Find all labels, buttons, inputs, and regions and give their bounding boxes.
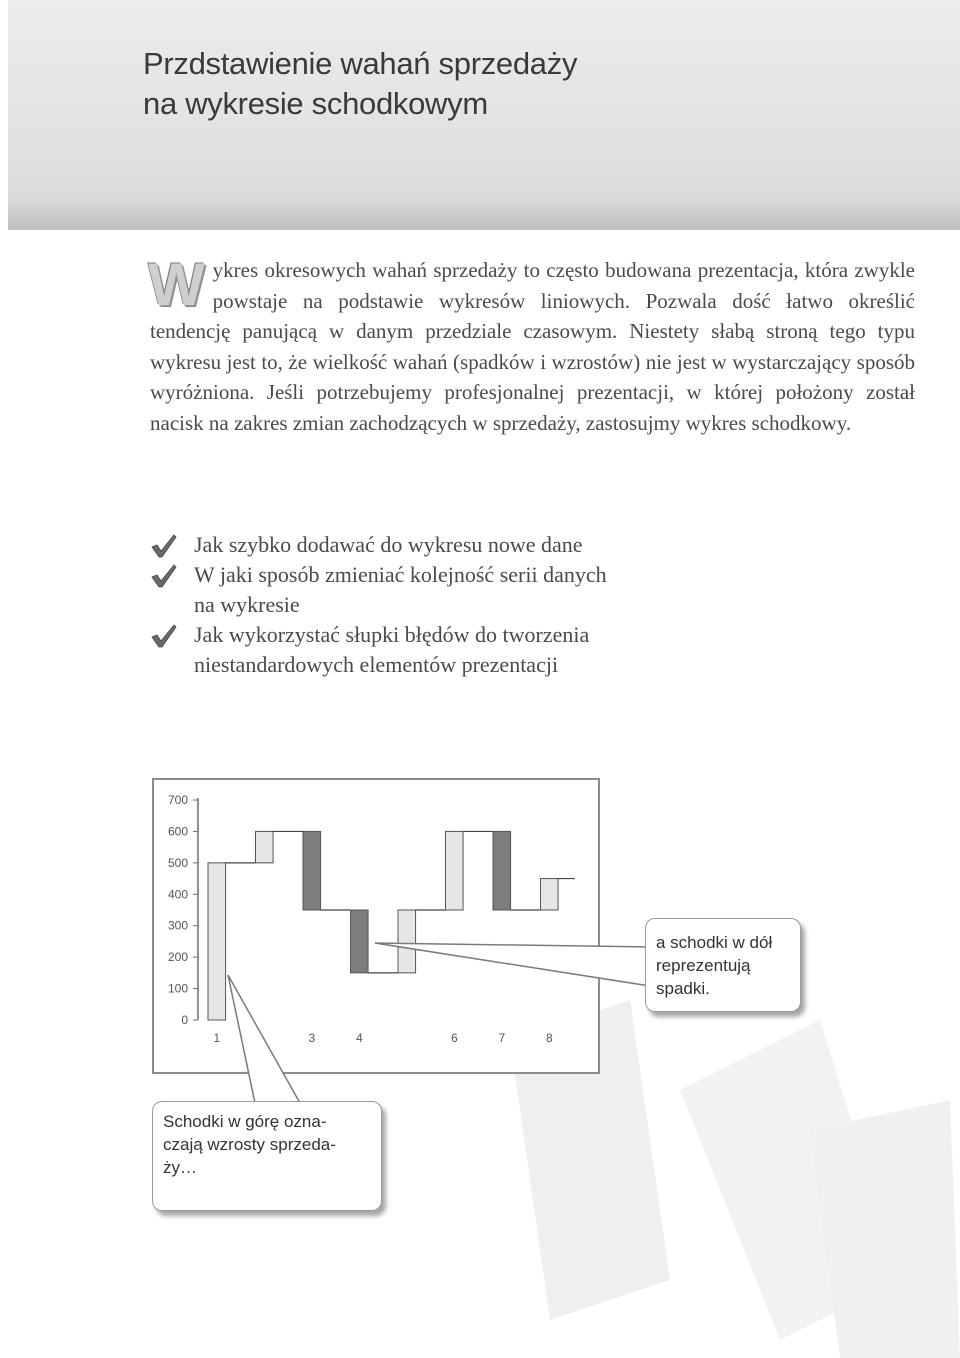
x-tick-label: 3 <box>308 1031 316 1045</box>
x-tick-label: 8 <box>545 1031 553 1045</box>
topic-line: na wykresie <box>194 592 300 617</box>
callout-line: spadki. <box>656 979 710 998</box>
y-tick-label: 100 <box>167 981 188 996</box>
topics-list <box>150 530 750 680</box>
step-bar <box>493 831 511 910</box>
callout-line: Schodki w górę ozna- <box>163 1112 327 1131</box>
step-bar <box>541 879 559 910</box>
step-bar <box>208 863 226 1020</box>
callout-line: czają wzrosty sprzeda- <box>163 1135 336 1154</box>
check-icon <box>150 624 178 648</box>
topic-line: Jak szybko dodawać do wykresu nowe dane <box>194 532 583 557</box>
down-steps-callout <box>645 918 801 1012</box>
topic-item <box>150 620 750 680</box>
intro-paragraph <box>148 251 915 438</box>
intro-text: ykres okresowych wahań sprzedaży to często budowana prezentacja, która zwykle powstaje na podstawie wykresów liniowych. Pozwala dość łatwo określić tendencję panującą w danym przedziale czasowym. Niestety słabą stroną tego typu wykresu jest to, że wielkość wahań (spadków i wzrostów) nie jest w wystarczający sposób wyróżniona. Jeśli potrzebujemy profesjonalnej prezentacji, w której położony został nacisk na zakres zmian zachodzących w sprzedaży, zastosujmy wykres schodkowy. <box>150 258 915 435</box>
callout-line: reprezentują <box>656 956 751 975</box>
callout-line: ży… <box>163 1158 197 1177</box>
y-tick-label: 400 <box>167 887 188 902</box>
step-bar <box>303 831 321 910</box>
topic-item <box>150 560 750 620</box>
y-tick-label: 600 <box>167 824 188 839</box>
callout-line: a schodki w dół <box>656 933 773 952</box>
x-tick-label: 1 <box>213 1031 221 1045</box>
topic-item <box>150 530 750 560</box>
y-tick-label: 200 <box>167 950 188 965</box>
x-tick-label: 4 <box>355 1031 363 1045</box>
page-title-line-1: Przdstawienie wahań sprzedaży <box>143 46 578 81</box>
x-tick-label: 6 <box>450 1031 458 1045</box>
step-bar <box>398 910 416 973</box>
check-icon <box>150 534 178 558</box>
step-bar <box>446 831 464 910</box>
page-title-line-2: na wykresie schodkowym <box>143 86 488 121</box>
topic-line: Jak wykorzystać słupki błędów do tworzenia <box>194 622 590 647</box>
page-title <box>143 44 843 124</box>
y-tick-label: 300 <box>167 918 188 933</box>
up-steps-callout <box>152 1101 382 1211</box>
chart-frame <box>152 778 600 1074</box>
topic-line: W jaki sposób zmieniać kolejność serii danych <box>194 562 607 587</box>
check-icon <box>150 564 178 588</box>
y-tick-label: 500 <box>167 855 188 870</box>
y-tick-label: 0 <box>181 1013 188 1027</box>
step-bar <box>256 831 274 862</box>
step-bar <box>351 910 369 973</box>
drop-cap: W <box>148 251 205 318</box>
topic-line: niestandardowych elementów prezentacji <box>194 652 559 677</box>
y-tick-label: 700 <box>167 793 188 807</box>
header-shadow <box>8 200 960 230</box>
step-chart <box>154 780 598 1072</box>
x-tick-label: 7 <box>498 1031 506 1045</box>
